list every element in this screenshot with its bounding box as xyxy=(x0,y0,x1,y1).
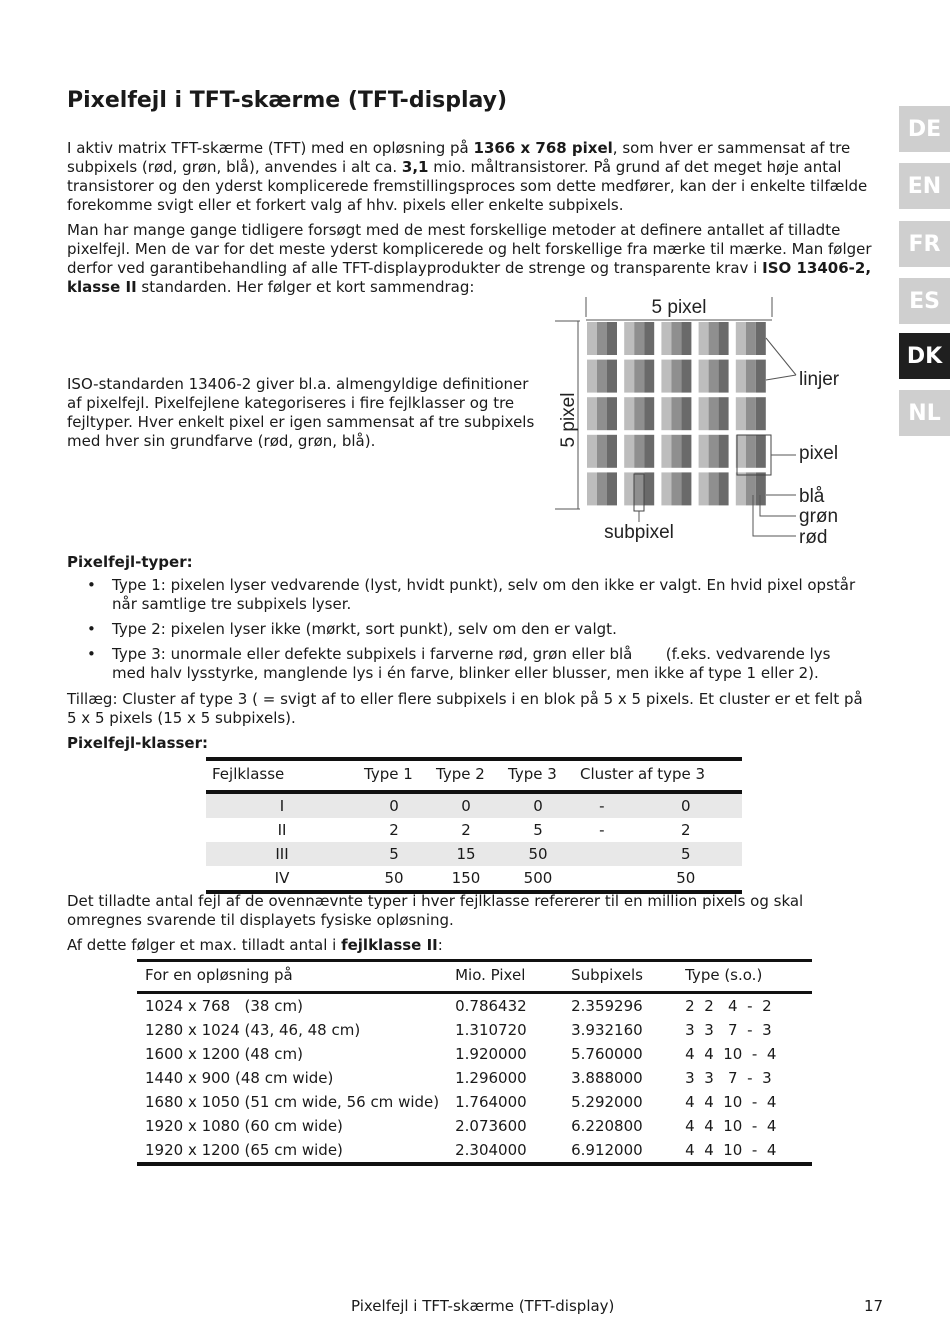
subpixel-cell xyxy=(607,360,617,393)
table-cell: - xyxy=(599,820,605,839)
column-header: Cluster af type 3 xyxy=(580,765,706,783)
table-cell: 3.932160 xyxy=(571,1020,643,1039)
subpixel-cell xyxy=(624,435,634,468)
table-cell: - xyxy=(599,796,605,815)
subpixel-cell xyxy=(634,322,644,355)
table-cell: 2 xyxy=(461,820,471,839)
subpixel-cell xyxy=(607,322,617,355)
table-row xyxy=(137,1114,812,1138)
subpixel-cell xyxy=(709,322,719,355)
subpixel-cell xyxy=(607,435,617,468)
bullet: • xyxy=(87,645,96,663)
bullet: • xyxy=(87,576,96,594)
subpixel-cell xyxy=(699,397,709,430)
subpixel-cell xyxy=(681,397,691,430)
diagram-label-red: rød xyxy=(799,527,828,548)
subpixel-cell xyxy=(607,397,617,430)
subpixel-cell xyxy=(736,397,746,430)
column-header: For en opløsning på xyxy=(145,966,293,984)
diagram-label-blue: blå xyxy=(799,486,825,507)
subpixel-cell xyxy=(699,435,709,468)
table-cell: 4 4 10 - 4 xyxy=(685,1044,777,1063)
table-cell: 1.310720 xyxy=(455,1020,527,1039)
subpixel-cell xyxy=(681,472,691,505)
list-item: • Type 2: pixelen lyser ikke (mørkt, sort punkt), selv om den er valgt. xyxy=(87,620,617,638)
table-cell: III xyxy=(275,844,289,863)
subpixel-cell xyxy=(746,472,756,505)
subpixel-cell xyxy=(624,360,634,393)
table-note-paragraph: Det tilladte antal fejl af de ovennævnte typer i hver fejlklasse refererer til en million pixels og skal omregnes svarende til displayets fysiske opløsning. xyxy=(67,892,804,929)
subpixel-cell xyxy=(644,397,654,430)
subpixel-cell xyxy=(681,360,691,393)
subpixel-cell xyxy=(719,472,729,505)
table-cell: 2.304000 xyxy=(455,1140,527,1159)
subpixel-cell xyxy=(746,435,756,468)
table-cell: 1680 x 1050 (51 cm wide, 56 cm wide) xyxy=(145,1092,440,1111)
table-cell: 0.786432 xyxy=(455,996,527,1015)
table-header-row xyxy=(206,759,742,792)
table-row xyxy=(137,1138,812,1164)
table-cell: 2 xyxy=(389,820,399,839)
pixel-types-list xyxy=(67,576,867,689)
pixel-classes-table xyxy=(206,757,742,894)
table-cell: 4 4 10 - 4 xyxy=(685,1140,777,1159)
iso-definition-paragraph: ISO-standarden 13406-2 giver bl.a. almengyldige definitioner af pixelfejl. Pixelfejlene kategoriseres i fire fejlklasser og tre fejltyper. Hver enkelt pixel er igen sammensat af tre subpixels med hver sin grundfarve (rød, grøn, blå). xyxy=(67,375,535,450)
subpixel-cell xyxy=(719,322,729,355)
subpixel-cell xyxy=(644,322,654,355)
table-cell: 5 xyxy=(681,844,691,863)
table-cell: 6.220800 xyxy=(571,1116,643,1135)
page-title: Pixelfejl i TFT-skærme (TFT-display) xyxy=(67,88,508,113)
table-cell: 50 xyxy=(676,868,696,887)
language-tab-en[interactable]: EN xyxy=(899,163,950,209)
max-allowed-paragraph: Af dette følger et max. tilladt antal i fejlklasse II: xyxy=(67,936,443,954)
table-row xyxy=(137,1042,812,1066)
table-row xyxy=(137,1066,812,1090)
subpixel-cell xyxy=(661,360,671,393)
table-cell: 1920 x 1080 (60 cm wide) xyxy=(145,1116,343,1135)
table-cell: 150 xyxy=(451,868,481,887)
table-cell: 1280 x 1024 (43, 46, 48 cm) xyxy=(145,1020,361,1039)
intro-paragraph-1: I aktiv matrix TFT-skærme (TFT) med en opløsning på 1366 x 768 pixel, som hver er sammensat af tre subpixels (rød, grøn, blå), anvendes i alt ca. 3,1 mio. måltransistorer. På grund af det meget høje antal transistorer og den yderst komplicerede fremstillingsproces som dette medfører, kan der i enkelte tilfælde forekomme svigt eller et forkert valg af hhv. pixels eller enkelte subpixels. xyxy=(67,139,868,214)
table-row xyxy=(206,842,742,866)
table-cell: 1024 x 768 (38 cm) xyxy=(145,996,303,1015)
resolution-table xyxy=(137,959,812,1166)
pixel-classes-body xyxy=(206,792,742,892)
table-row xyxy=(206,866,742,892)
subpixel-cell xyxy=(597,360,607,393)
column-header: Type 3 xyxy=(508,765,557,783)
intro-paragraph-2: Man har mange gange tidligere forsøgt med de mest forskellige metoder at definere antallet af tilladte pixelfejl. Men de var for det meste yderst komplicerede og helt forskellige fra mærke til mærke. Man følger derfor ved garantibehandling af alle TFT-displayprodukter de strenge og transparente krav i ISO 13406-2, klasse II standarden. Her følger et kort sammendrag: xyxy=(67,221,872,296)
language-tab-fr[interactable]: FR xyxy=(899,221,950,267)
subpixel-cell xyxy=(681,435,691,468)
language-tab-nl[interactable]: NL xyxy=(899,390,950,436)
subpixel-cell xyxy=(756,397,766,430)
table-cell: I xyxy=(279,796,285,815)
subpixel-cell xyxy=(661,472,671,505)
subpixel-cell xyxy=(644,360,654,393)
table-cell: 1600 x 1200 (48 cm) xyxy=(145,1044,303,1063)
table-cell xyxy=(574,842,630,866)
subpixel-cell xyxy=(699,322,709,355)
lines-leader-2 xyxy=(766,375,796,380)
subpixel-cell xyxy=(736,360,746,393)
subpixel-cell xyxy=(661,435,671,468)
footer-title: Pixelfejl i TFT-skærme (TFT-display) xyxy=(351,1297,615,1315)
subpixel-cell xyxy=(746,360,756,393)
list-item: • Type 1: pixelen lyser vedvarende (lyst, hvidt punkt), selv om den ikke er valgt. En hvid pixel opstår når samtlige tre subpixels lyser. xyxy=(87,576,856,613)
subpixel-cell xyxy=(719,360,729,393)
subpixel-cell xyxy=(719,435,729,468)
table-cell: 2.359296 xyxy=(571,996,643,1015)
table-cell: 0 xyxy=(461,796,471,815)
table-cell: 0 xyxy=(533,796,543,815)
subpixel-cell xyxy=(587,322,597,355)
subpixel-cell xyxy=(746,397,756,430)
table-cell: 5 xyxy=(389,844,399,863)
subpixel-cell xyxy=(597,322,607,355)
bullet: • xyxy=(87,620,96,638)
subpixel-cell xyxy=(709,435,719,468)
table-cell: 5.760000 xyxy=(571,1044,643,1063)
subpixel-cell xyxy=(671,397,681,430)
table-cell: 2 2 4 - 2 xyxy=(685,996,772,1015)
table-cell: 0 xyxy=(389,796,399,815)
subpixel-cell xyxy=(587,397,597,430)
pixel-classes-heading: Pixelfejl-klasser: xyxy=(67,734,208,752)
table-cell: 3 3 7 - 3 xyxy=(685,1068,772,1087)
subpixel-cell xyxy=(624,472,634,505)
table-cell: 50 xyxy=(384,868,404,887)
table-cell: 1920 x 1200 (65 cm wide) xyxy=(145,1140,343,1159)
subpixel-cell xyxy=(699,360,709,393)
subpixel-cell xyxy=(634,435,644,468)
table-cell: 0 xyxy=(681,796,691,815)
table-header-row xyxy=(137,961,812,993)
subpixel-cell xyxy=(671,322,681,355)
subpixel-cell xyxy=(671,360,681,393)
column-header: Subpixels xyxy=(571,966,643,984)
table-cell xyxy=(574,866,630,892)
subpixel-cell xyxy=(597,472,607,505)
table-row xyxy=(206,792,742,818)
subpixel-cell xyxy=(709,397,719,430)
table-row xyxy=(137,1090,812,1114)
subpixel-cell xyxy=(634,472,644,505)
table-cell: 4 4 10 - 4 xyxy=(685,1092,777,1111)
list-item: • Type 3: unormale eller defekte subpixels i farverne rød, grøn eller blå (f.eks. vedvarende lys med halv lysstyrke, manglende lys i én farve, blinker eller blusser, men ikke af type 1 eller 2). xyxy=(87,645,836,682)
subpixel-cell xyxy=(587,360,597,393)
subpixel-cell xyxy=(634,360,644,393)
subpixel-cell xyxy=(587,472,597,505)
table-cell: 2.073600 xyxy=(455,1116,527,1135)
column-header: Type (s.o.) xyxy=(685,966,763,984)
table-cell: 15 xyxy=(456,844,476,863)
table-cell: 1.920000 xyxy=(455,1044,527,1063)
subpixel-cell xyxy=(634,397,644,430)
table-row xyxy=(137,1018,812,1042)
subpixel-cell xyxy=(597,397,607,430)
subpixel-cell xyxy=(661,322,671,355)
subpixel-cell xyxy=(719,397,729,430)
lines-leader-1 xyxy=(766,338,796,375)
table-cell: 50 xyxy=(528,844,548,863)
subpixel-cell xyxy=(756,322,766,355)
pixel-grid xyxy=(587,322,766,505)
subpixel-cell xyxy=(699,472,709,505)
pixel-diagram xyxy=(550,290,850,550)
subpixel-cell xyxy=(587,435,597,468)
subpixel-cell xyxy=(756,360,766,393)
diagram-top-label: 5 pixel xyxy=(651,297,707,318)
table-cell: 2 xyxy=(681,820,691,839)
table-cell: 500 xyxy=(523,868,553,887)
diagram-label-pixel: pixel xyxy=(799,443,839,464)
subpixel-cell xyxy=(597,435,607,468)
resolution-body xyxy=(137,993,812,1165)
table-row xyxy=(206,818,742,842)
cluster-addendum: Tillæg: Cluster af type 3 ( = svigt af to eller flere subpixels i en blok på 5 x 5 pixels. Et cluster er et felt på 5 x 5 pixels (15 x 5 subpixels). xyxy=(67,690,863,727)
pixel-types-heading: Pixelfejl-typer: xyxy=(67,553,193,571)
table-cell: 1.296000 xyxy=(455,1068,527,1087)
table-cell: 6.912000 xyxy=(571,1140,643,1159)
subpixel-cell xyxy=(709,472,719,505)
table-cell: 5.292000 xyxy=(571,1092,643,1111)
table-cell: 4 4 10 - 4 xyxy=(685,1116,777,1135)
column-header: Fejlklasse xyxy=(212,765,285,783)
table-cell: II xyxy=(277,820,287,839)
table-cell: 3 3 7 - 3 xyxy=(685,1020,772,1039)
page-number: 17 xyxy=(864,1297,884,1315)
subpixel-cell xyxy=(671,472,681,505)
subpixel-cell xyxy=(644,435,654,468)
subpixel-cell xyxy=(709,360,719,393)
diagram-label-subpixel: subpixel xyxy=(604,522,674,543)
column-header: Type 2 xyxy=(436,765,485,783)
table-cell: IV xyxy=(274,868,290,887)
column-header: Mio. Pixel xyxy=(455,966,526,984)
table-row xyxy=(137,993,812,1019)
subpixel-cell xyxy=(736,322,746,355)
subpixel-cell xyxy=(644,472,654,505)
table-cell: 3.888000 xyxy=(571,1068,643,1087)
language-tab-dk[interactable]: DK xyxy=(899,333,950,379)
table-cell: 5 xyxy=(533,820,543,839)
subpixel-cell xyxy=(736,472,746,505)
diagram-side-label: 5 pixel xyxy=(558,392,579,448)
subpixel-cell xyxy=(661,397,671,430)
diagram-label-green: grøn xyxy=(799,506,839,527)
subpixel-cell xyxy=(607,472,617,505)
subpixel-cell xyxy=(624,397,634,430)
subpixel-cell xyxy=(756,435,766,468)
subpixel-cell xyxy=(681,322,691,355)
subpixel-cell xyxy=(671,435,681,468)
language-tab-de[interactable]: DE xyxy=(899,106,950,152)
column-header: Type 1 xyxy=(364,765,413,783)
diagram-label-lines: linjer xyxy=(799,369,840,390)
subpixel-cell xyxy=(756,472,766,505)
subpixel-cell xyxy=(624,322,634,355)
table-cell: 1.764000 xyxy=(455,1092,527,1111)
table-cell: 1440 x 900 (48 cm wide) xyxy=(145,1068,334,1087)
subpixel-cell xyxy=(746,322,756,355)
language-tab-es[interactable]: ES xyxy=(899,278,950,324)
